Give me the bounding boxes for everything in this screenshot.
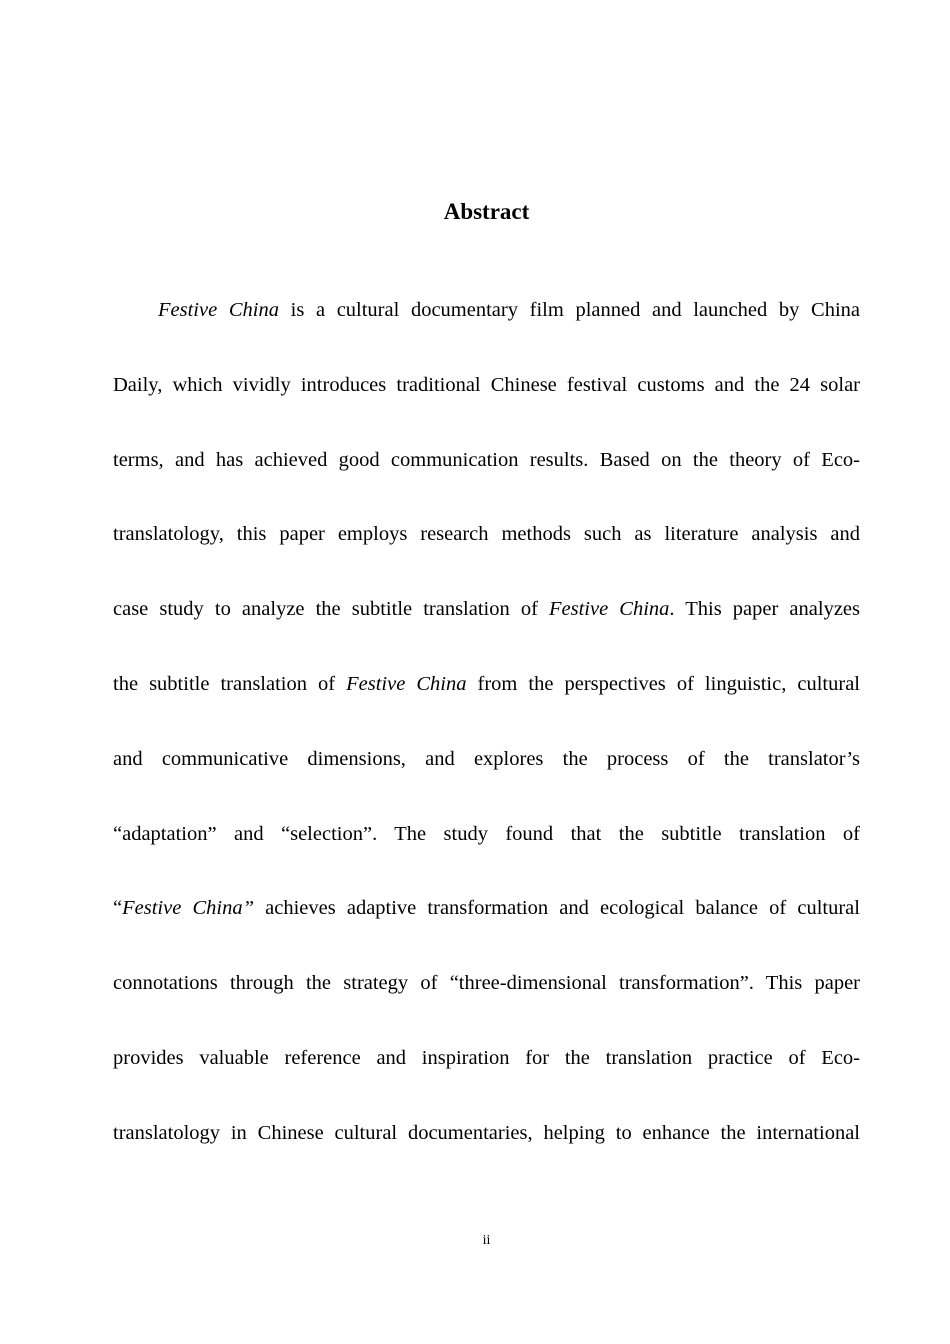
body-text: “adaptation” and “selection”. The study found that the subtitle translation of — [113, 822, 860, 845]
text-line — [113, 722, 860, 797]
italic-title-text: Festive China — [158, 299, 279, 321]
body-text: terms, and has achieved good communication results. Based on the theory of Eco- — [113, 448, 860, 471]
text-line — [113, 1021, 860, 1096]
abstract-paragraph — [113, 273, 860, 1171]
text-line — [113, 348, 860, 423]
page-number: ii — [482, 1233, 491, 1248]
italic-title-text: Festive China — [346, 672, 467, 695]
text-line — [113, 1096, 860, 1171]
body-text: translatology, this paper employs research methods such as literature analysis and — [113, 523, 860, 546]
text-line — [113, 647, 860, 722]
italic-title-text: Festive China” — [122, 897, 254, 920]
page-title: Abstract — [443, 199, 530, 224]
body-text: case study to analyze the subtitle translation of — [113, 598, 550, 621]
text-line — [113, 273, 860, 348]
text-line — [113, 946, 860, 1021]
italic-title-text: Festive China — [549, 598, 670, 621]
body-text: from the perspectives of linguistic, cultural — [466, 672, 860, 695]
body-text: . This paper analyzes — [669, 598, 861, 621]
text-line — [113, 797, 860, 872]
text-line — [113, 871, 860, 946]
body-text: is a cultural documentary film planned and launched by China — [278, 299, 861, 321]
text-line — [113, 497, 860, 572]
body-text: translatology in Chinese cultural documentaries, helping to enhance the international — [113, 1121, 860, 1144]
body-text: “ — [113, 897, 123, 920]
body-text: provides valuable reference and inspiration for the translation practice of Eco- — [113, 1046, 860, 1069]
text-line — [113, 423, 860, 498]
body-text: Daily, which vividly introduces traditional Chinese festival customs and the 24 solar — [113, 373, 860, 396]
body-text: the subtitle translation of — [113, 672, 347, 695]
body-text: connotations through the strategy of “three-dimensional transformation”. This paper — [113, 972, 860, 995]
body-text: achieves adaptive transformation and ecological balance of cultural — [253, 897, 860, 920]
body-text: and communicative dimensions, and explores the process of the translator’s — [113, 747, 860, 770]
text-line — [113, 572, 860, 647]
